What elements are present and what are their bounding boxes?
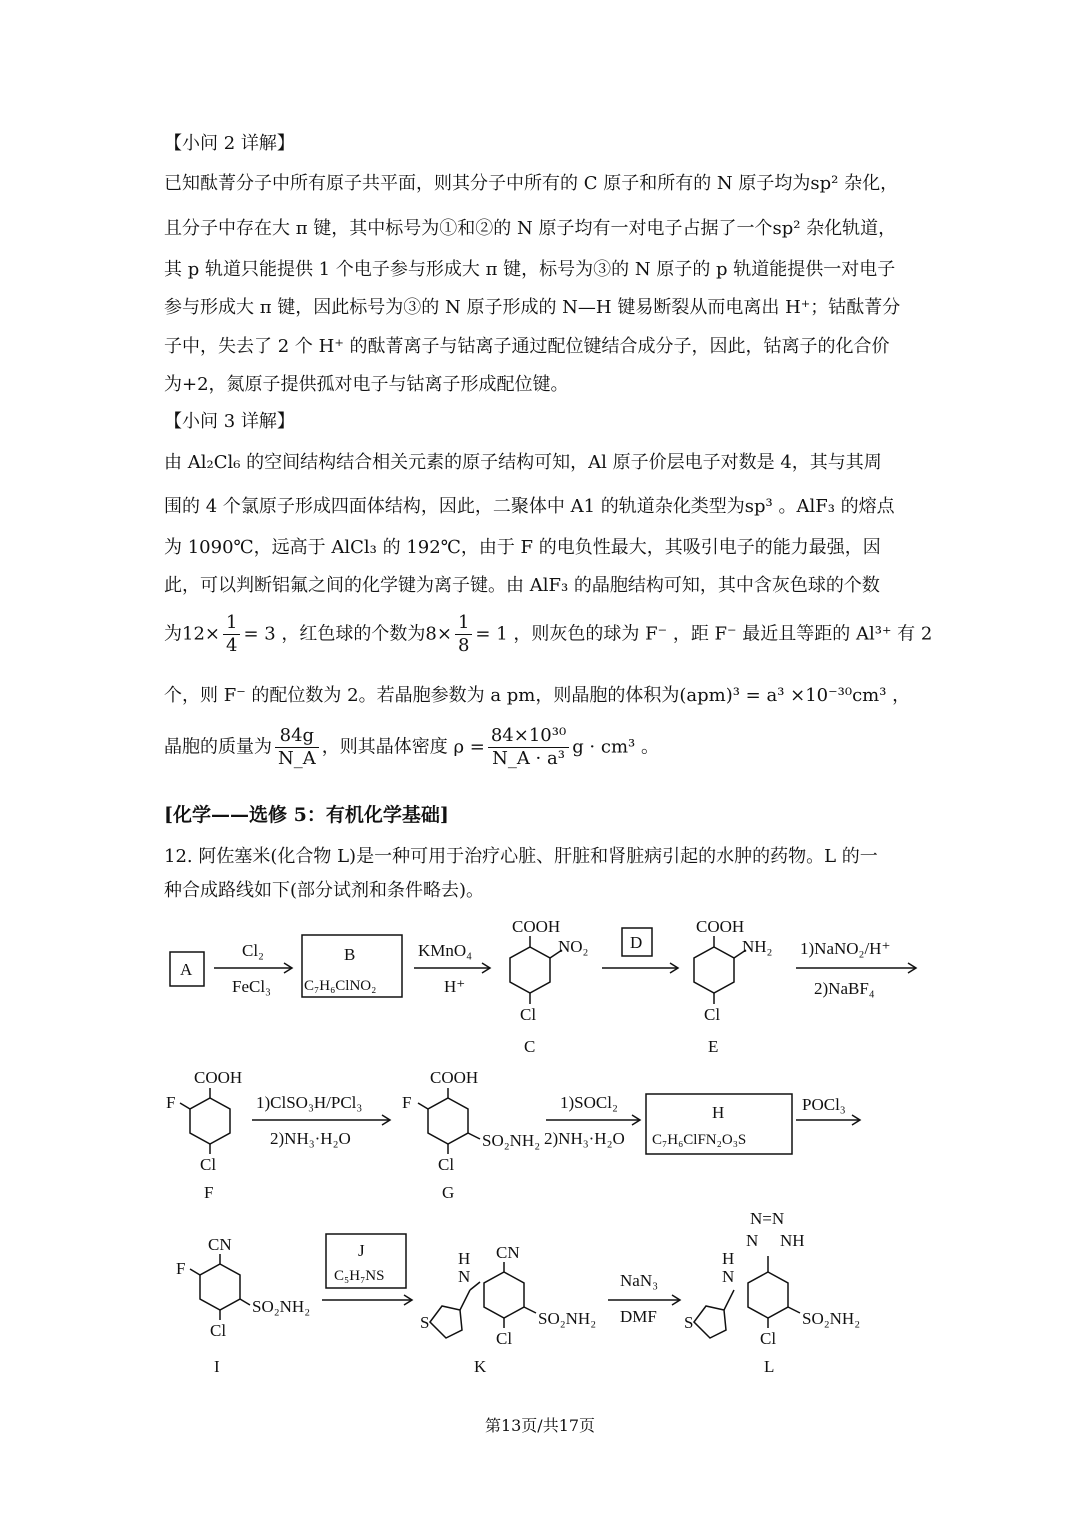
frac-num: 84g: [275, 725, 319, 748]
q12-line-1: 12. 阿佐塞米(化合物 L)是一种可用于治疗心脏、肝脏和肾脏病引起的水肿的药物。L 的一: [164, 846, 878, 867]
so2nh2-i: SO₂NH₂: [252, 1297, 311, 1316]
section-heading: [化学——选修 5：有机化学基础]: [164, 804, 449, 826]
q2-line-1: 已知酞菁分子中所有原子共平面，则其分子中所有的 C 原子和所有的 N 原子均为sp² 杂化，: [164, 173, 899, 194]
q3-line5-b: = 3 ，红色球的个数为8×: [243, 623, 452, 645]
formula-j: C₅H₇NS: [334, 1268, 385, 1284]
reagent-nh3-1: 2)NH₃·H₂O: [270, 1129, 351, 1148]
n-l: N: [722, 1267, 735, 1286]
thiophene-k: [430, 1306, 462, 1338]
cl-c: Cl: [520, 1005, 537, 1024]
label-f: F: [204, 1183, 214, 1202]
cn-k: CN: [496, 1243, 520, 1262]
label-g: G: [442, 1183, 455, 1202]
frac-num: 84×10³⁰: [488, 725, 569, 748]
q2-line-5: 子中，失去了 2 个 H⁺ 的酞菁离子与钴离子通过配位键结合成分子，因此，钴离子的化合价: [164, 336, 890, 357]
s-l: S: [684, 1313, 694, 1332]
q2-line-6: 为+2，氮原子提供孤对电子与钴离子形成配位键。: [164, 374, 569, 395]
bond: [190, 1269, 200, 1275]
ring-l: [748, 1272, 788, 1318]
label-d: D: [630, 933, 643, 952]
q3-line-3: 为 1090℃，远高于 AlCl₃ 的 192℃，由于 F 的电负性最大，其吸引电子的能力最强，因: [164, 537, 881, 558]
so2nh2-k: SO₂NH₂: [538, 1309, 597, 1328]
bond: [180, 1103, 190, 1109]
thiophene-l: [694, 1306, 726, 1338]
ring-c: [510, 947, 550, 993]
q3-line5-c: = 1 ，则灰色的球为 F⁻ ，距 F⁻ 最近且等距的 Al³⁺ 有 2: [475, 623, 933, 645]
reagent-kmno4: KMnO₄: [418, 941, 473, 960]
q3-line-2: 围的 4 个氯原子形成四面体结构，因此，二聚体中 A1 的轨道杂化类型为sp³ 。AlF₃ 的熔点: [164, 496, 895, 517]
reagent-pocl3: POCl₃: [802, 1095, 846, 1114]
tetrazole-right: NH: [780, 1231, 805, 1250]
reagent-fecl3: FeCl₃: [232, 977, 271, 996]
no2-c: NO₂: [558, 937, 589, 956]
cooh-c: COOH: [512, 917, 561, 936]
s-k: S: [420, 1313, 430, 1332]
q2-title: 【小问 2 详解】: [164, 133, 295, 154]
page-footer: 第13页/共17页: [484, 1416, 596, 1435]
label-b: B: [344, 945, 356, 964]
so2nh2-l: SO₂NH₂: [802, 1309, 861, 1328]
q3-line7-b: ，则其晶体密度 ρ =: [321, 736, 485, 758]
reagent-nano2: 1)NaNO₂/H⁺: [800, 939, 891, 958]
reagent-nan3: NaN₃: [620, 1271, 659, 1290]
formula-h: C₇H₆ClFN₂O₃S: [652, 1132, 747, 1148]
bond: [524, 1307, 536, 1313]
reagent-cl2: Cl₂: [242, 941, 264, 960]
cl-e: Cl: [704, 1005, 721, 1024]
bond: [468, 1133, 480, 1139]
n-k: N: [458, 1267, 471, 1286]
label-i: I: [214, 1357, 220, 1376]
reagent-socl2: 1)SOCl₂: [560, 1093, 618, 1112]
q3-line7-c: g · cm³ 。: [572, 736, 659, 758]
h-l: H: [722, 1249, 735, 1268]
q3-title: 【小问 3 详解】: [164, 411, 295, 432]
bond: [460, 1290, 470, 1310]
cooh-f: COOH: [194, 1068, 243, 1087]
cooh-e: COOH: [696, 917, 745, 936]
ring-e: [694, 947, 734, 993]
formula-b: C₇H₆ClNO₂: [304, 978, 377, 994]
bond: [470, 1282, 480, 1290]
label-k: K: [474, 1357, 487, 1376]
bond: [724, 1290, 734, 1310]
q3-line5-a: 为12×: [164, 623, 220, 645]
tetrazole-top: N=N: [750, 1209, 785, 1228]
label-e: E: [708, 1037, 719, 1056]
frac-num: 1: [223, 612, 240, 635]
q2-line-3: 其 p 轨道只能提供 1 个电子参与形成大 π 键，标号为③的 N 原子的 p 轨道能提供一对电子: [164, 259, 896, 280]
cl-l: Cl: [760, 1329, 777, 1348]
reagent-nabf4: 2)NaBF₄: [814, 979, 875, 998]
label-j: J: [358, 1241, 365, 1260]
frac-den: 4: [226, 635, 238, 656]
label-h: H: [712, 1103, 725, 1122]
reagent-clso3h: 1)ClSO₃H/PCl₃: [256, 1093, 363, 1112]
frac-den: N_A: [278, 748, 316, 769]
tetrazole-left: N: [746, 1231, 759, 1250]
h-k: H: [458, 1249, 471, 1268]
ring-k: [484, 1272, 524, 1318]
q2-line-4: 参与形成大 π 键，因此标号为③的 N 原子形成的 N—H 键易断裂从而电离出 H⁺；钴酞菁分: [164, 297, 901, 318]
q2-line-2: 且分子中存在大 π 键，其中标号为①和②的 N 原子均有一对电子占据了一个sp² 杂化轨道，: [164, 218, 897, 239]
bond: [418, 1103, 428, 1109]
cn-i: CN: [208, 1235, 232, 1254]
label-c: C: [524, 1037, 536, 1056]
cl-k: Cl: [496, 1329, 513, 1348]
cl-g: Cl: [438, 1155, 455, 1174]
reagent-nh3-2: 2)NH₃·H₂O: [544, 1129, 625, 1148]
f-g: F: [402, 1093, 412, 1112]
q3-line-1: 由 Al₂Cl₆ 的空间结构结合相关元素的原子结构可知，Al 原子价层电子对数是 4，其与其周: [164, 452, 882, 473]
q3-line7-a: 晶胞的质量为: [164, 736, 272, 758]
reagent-dmf: DMF: [620, 1307, 657, 1326]
label-a: A: [180, 960, 193, 979]
ring-g: [428, 1098, 468, 1144]
cl-f: Cl: [200, 1155, 217, 1174]
nh2-e: NH₂: [742, 937, 773, 956]
bond: [788, 1307, 800, 1313]
label-l: L: [764, 1357, 775, 1376]
frac-den: N_A · a³: [492, 748, 565, 769]
f-i: F: [176, 1259, 186, 1278]
cl-i: Cl: [210, 1321, 227, 1340]
cooh-g: COOH: [430, 1068, 479, 1087]
ring-i: [200, 1264, 240, 1310]
frac-den: 8: [457, 635, 470, 656]
so2nh2-g: SO₂NH₂: [482, 1131, 541, 1150]
frac-num: 1: [455, 612, 472, 635]
ring-f: [190, 1098, 230, 1144]
reagent-h: H⁺: [444, 977, 466, 996]
f-f: F: [166, 1093, 176, 1112]
q12-line-2: 种合成路线如下(部分试剂和条件略去)。: [164, 880, 485, 901]
bond: [240, 1299, 250, 1305]
q3-line-6: 个，则 F⁻ 的配位数为 2。若晶胞参数为 a pm，则晶胞的体积为(apm)³ = a³ ×10⁻³⁰cm³ ，: [164, 685, 911, 706]
q3-line-4: 此，可以判断铝氟之间的化学键为离子键。由 AlF₃ 的晶胞结构可知，其中含灰色球的个数: [164, 575, 880, 596]
